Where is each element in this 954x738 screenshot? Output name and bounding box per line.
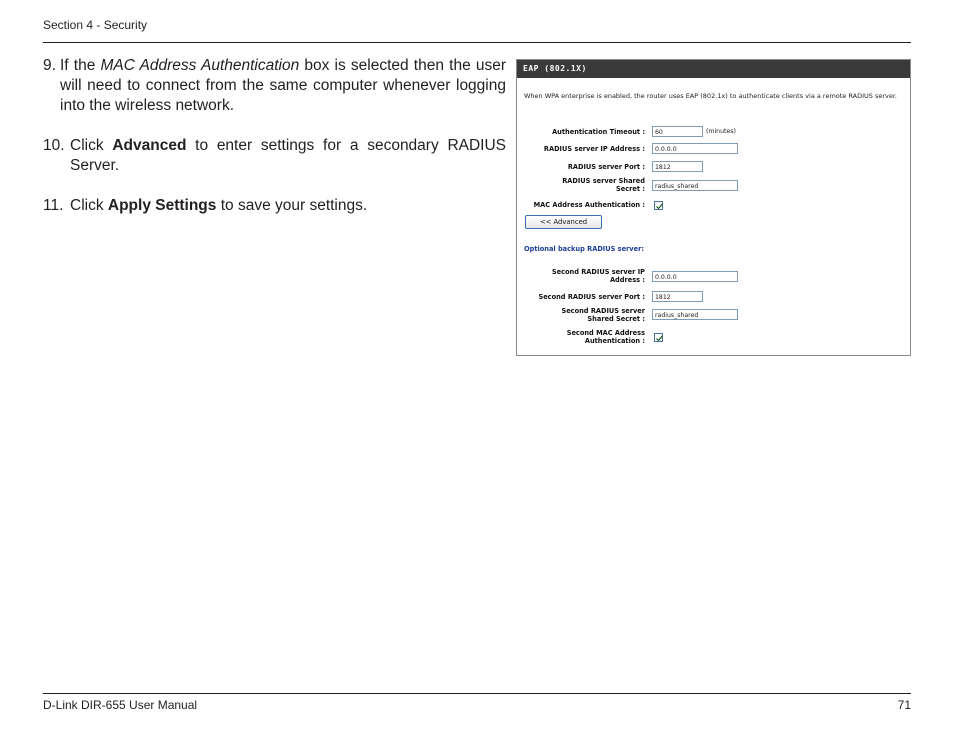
radius-port-label: RADIUS server Port :: [567, 163, 645, 171]
second-mac-checkbox[interactable]: [654, 333, 663, 342]
panel-title: EAP (802.1X): [517, 60, 910, 78]
second-secret-input[interactable]: radius_shared: [652, 309, 738, 320]
step-text-post: to enter settings for a secondary RADIUS Server.: [70, 137, 507, 174]
checkmark-icon: [655, 334, 664, 343]
manual-title: D-Link DIR-655 User Manual: [43, 698, 198, 712]
step-text-pre: If the: [60, 57, 101, 74]
step-text-pre: Click: [70, 137, 113, 154]
step-text-italic: MAC Address Authentication: [100, 57, 300, 74]
radius-ip-row: [517, 143, 910, 159]
instruction-steps: [43, 56, 506, 236]
second-secret-label: [517, 307, 645, 323]
second-mac-label-line2: Authentication :: [584, 337, 645, 345]
backup-radius-heading: Optional backup RADIUS server:: [524, 245, 644, 253]
radius-secret-input[interactable]: radius_shared: [652, 180, 738, 191]
second-secret-label-line2: Shared Secret :: [587, 315, 645, 323]
radius-secret-label-line1: RADIUS server Shared: [562, 177, 645, 185]
auth-timeout-input[interactable]: 60: [652, 126, 703, 137]
second-secret-row: [517, 307, 910, 329]
second-ip-label: [517, 268, 645, 284]
page-number: 71: [897, 698, 911, 712]
mac-auth-row: [517, 200, 910, 216]
advanced-button[interactable]: << Advanced: [525, 215, 602, 229]
second-mac-label-line1: Second MAC Address: [566, 329, 645, 337]
second-secret-label-line1: Second RADIUS server: [561, 307, 645, 315]
radius-port-row: [517, 161, 910, 177]
panel-description: When WPA enterprise is enabled, the router uses EAP (802.1x) to authenticate clients via a remote RADIUS server.: [524, 92, 897, 100]
checkmark-icon: [655, 202, 664, 211]
radius-secret-row: [517, 177, 910, 199]
radius-ip-label: RADIUS server IP Address :: [543, 145, 645, 153]
step-number: 11.: [43, 197, 64, 214]
second-port-row: [517, 291, 910, 307]
auth-timeout-unit: (minutes): [706, 128, 736, 135]
radius-secret-label: [517, 177, 645, 193]
second-port-label: Second RADIUS server Port :: [538, 293, 645, 301]
second-ip-label-line1: Second RADIUS server IP: [551, 268, 645, 276]
step-text-pre: Click: [70, 197, 108, 214]
header-divider: [43, 42, 911, 43]
second-port-input[interactable]: 1812: [652, 291, 703, 302]
auth-timeout-label: Authentication Timeout :: [552, 128, 645, 136]
step-number: 9.: [43, 57, 56, 74]
step-number: 10.: [43, 137, 65, 154]
step-text-bold: Apply Settings: [107, 197, 217, 214]
auth-timeout-row: [517, 126, 910, 142]
mac-auth-label: MAC Address Authentication :: [533, 201, 645, 209]
step-text-post: to save your settings.: [216, 197, 368, 214]
radius-port-input[interactable]: 1812: [652, 161, 703, 172]
step-9: [43, 56, 506, 116]
step-11: [43, 196, 506, 216]
footer-divider: [43, 693, 911, 694]
second-ip-row: [517, 268, 910, 290]
step-text-bold: Advanced: [112, 137, 187, 154]
section-header: Section 4 - Security: [43, 18, 148, 32]
second-mac-label: [517, 329, 645, 345]
second-ip-input[interactable]: 0.0.0.0: [652, 271, 738, 282]
radius-ip-input[interactable]: 0.0.0.0: [652, 143, 738, 154]
radius-secret-label-line2: Secret :: [616, 185, 645, 193]
mac-auth-checkbox[interactable]: [654, 201, 663, 210]
eap-settings-panel: [516, 59, 911, 356]
step-10: [43, 136, 506, 176]
second-mac-row: [517, 329, 910, 351]
second-ip-label-line2: Address :: [609, 276, 645, 284]
step-text-post: box is selected then the user will need to connect from the same computer whenever logging into the wireless network.: [60, 57, 507, 114]
